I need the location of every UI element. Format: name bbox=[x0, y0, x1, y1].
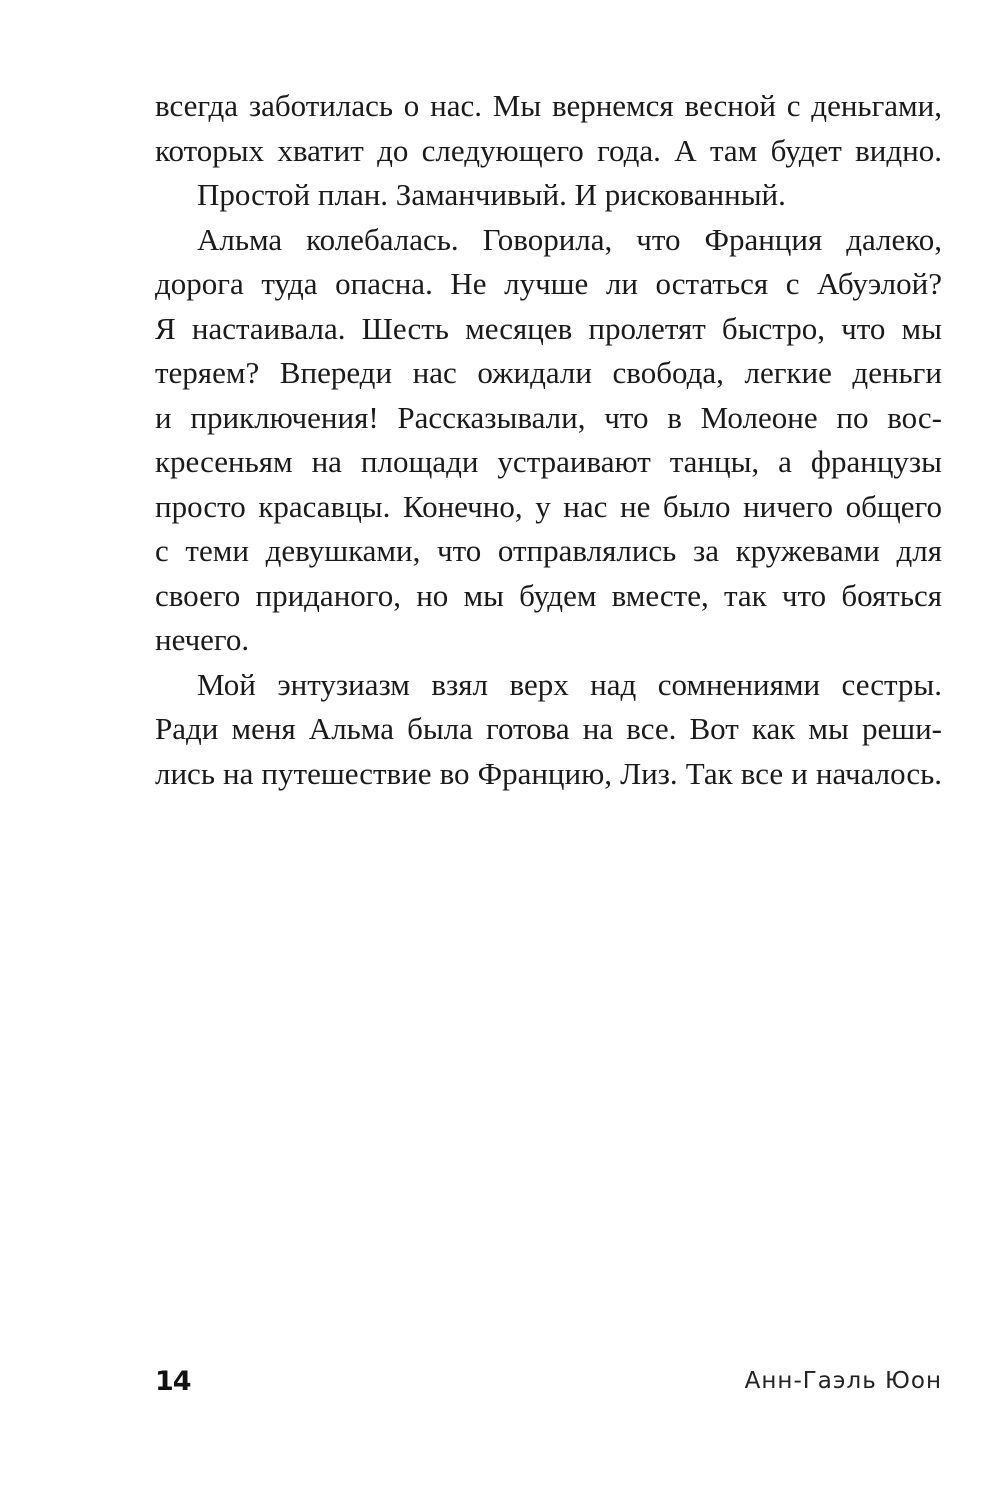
text-line: всегда заботилась о нас. Мы вернемся весной с деньгами, bbox=[155, 88, 942, 123]
text-line: своего приданого, но мы будем вместе, так что бояться bbox=[155, 577, 942, 613]
page-footer bbox=[155, 1366, 942, 1406]
text-line: просто красавцы. Конечно, у нас не было ничего общего bbox=[155, 488, 942, 524]
text-line: Я настаивала. Шесть месяцев пролетят быстро, что мы bbox=[155, 310, 942, 346]
text-line: нечего. bbox=[155, 622, 250, 657]
body-text bbox=[155, 84, 942, 796]
text-line: Простой план. Заманчивый. И рискованный. bbox=[197, 177, 786, 212]
text-line: Альма колебалась. Говорила, что Франция далеко, bbox=[197, 221, 942, 257]
text-line: которых хватит до следующего года. А там будет видно. bbox=[155, 132, 942, 168]
text-line: и приключения! Рассказывали, что в Молеоне по вос- bbox=[155, 399, 942, 435]
text-line: теряем? Впереди нас ожидали свобода, легкие деньги bbox=[155, 355, 942, 390]
page-number: 14 bbox=[155, 1366, 191, 1397]
running-footer-author: Анн-Гаэль Юон bbox=[744, 1368, 942, 1394]
text-line: Ради меня Альма была готова на все. Вот как мы реши- bbox=[155, 711, 942, 746]
text-line: кресеньям на площади устраивают танцы, а французы bbox=[155, 444, 942, 479]
text-line: лись на путешествие во Францию, Лиз. Так все и началось. bbox=[155, 755, 942, 791]
text-line: Мой энтузиазм взял верх над сомнениями сестры. bbox=[197, 666, 942, 702]
text-line: дорога туда опасна. Не лучше ли остаться с Абуэлой? bbox=[155, 266, 942, 301]
text-line: с теми девушками, что отправлялись за кружевами для bbox=[155, 533, 942, 568]
